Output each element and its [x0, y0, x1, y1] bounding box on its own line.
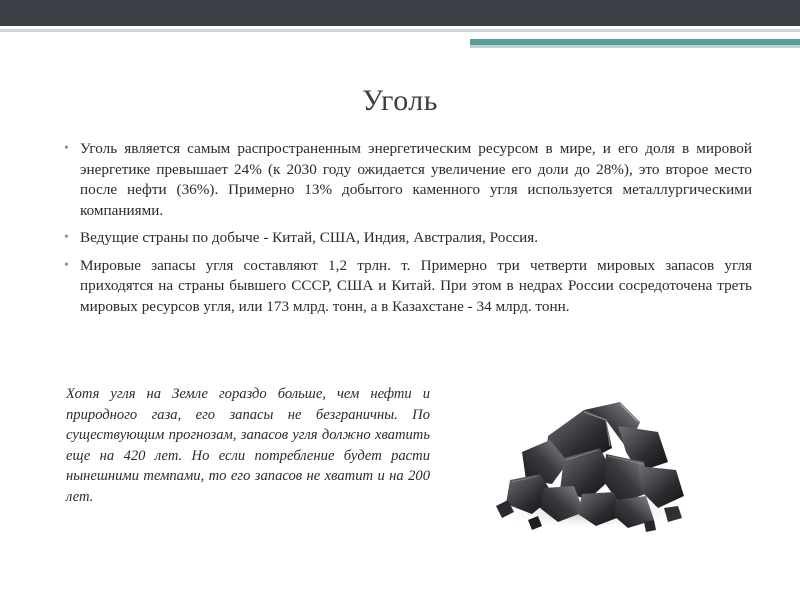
bullet-item	[62, 228, 752, 249]
bullet-dot-icon: •	[64, 141, 69, 156]
top-dark-bar	[0, 0, 800, 26]
bullet-dot-icon: •	[64, 230, 69, 245]
teal-accent-underline	[470, 45, 800, 48]
coal-pile-image	[488, 396, 696, 536]
slide-title: Уголь	[362, 84, 438, 117]
italic-note: Хотя угля на Земле гораздо больше, чем нефти и природного газа, его запасы не безграничны. По существующим прогнозам, запасов угля должно хватить еще на 420 лет. Но если потребление будет расти нынешними темпами, то его запасов не хватит и на 200 лет.	[66, 386, 430, 505]
bullet-item	[62, 139, 752, 221]
bullet-dot-icon: •	[64, 257, 69, 273]
top-light-stripe	[0, 26, 800, 34]
bullet-text: Мировые запасы угля составляют 1,2 трлн. т. Примерно три четверти мировых запасов угля приходятся на страны бывшего СССР, США и Китай. При этом в недрах России сосредоточена треть мировых ресурсов угля, или 173 млрд. тонн, а в Казахстане - 34 млрд. тонн.	[80, 256, 752, 315]
bullet-text: Ведущие страны по добыче - Китай, США, Индия, Австралия, Россия.	[80, 229, 539, 246]
bullet-text: Уголь является самым распространенным энергетическим ресурсом в мире, и его доля в мировой энергетике превышает 24% (к 2030 году ожидается увеличение его доли до 28%), это второе место после нефти (36%). Примерно 13% добытого каменного угля используется металлургическими компаниями.	[80, 140, 752, 219]
bullet-item	[62, 256, 752, 318]
bullet-list	[62, 139, 752, 324]
